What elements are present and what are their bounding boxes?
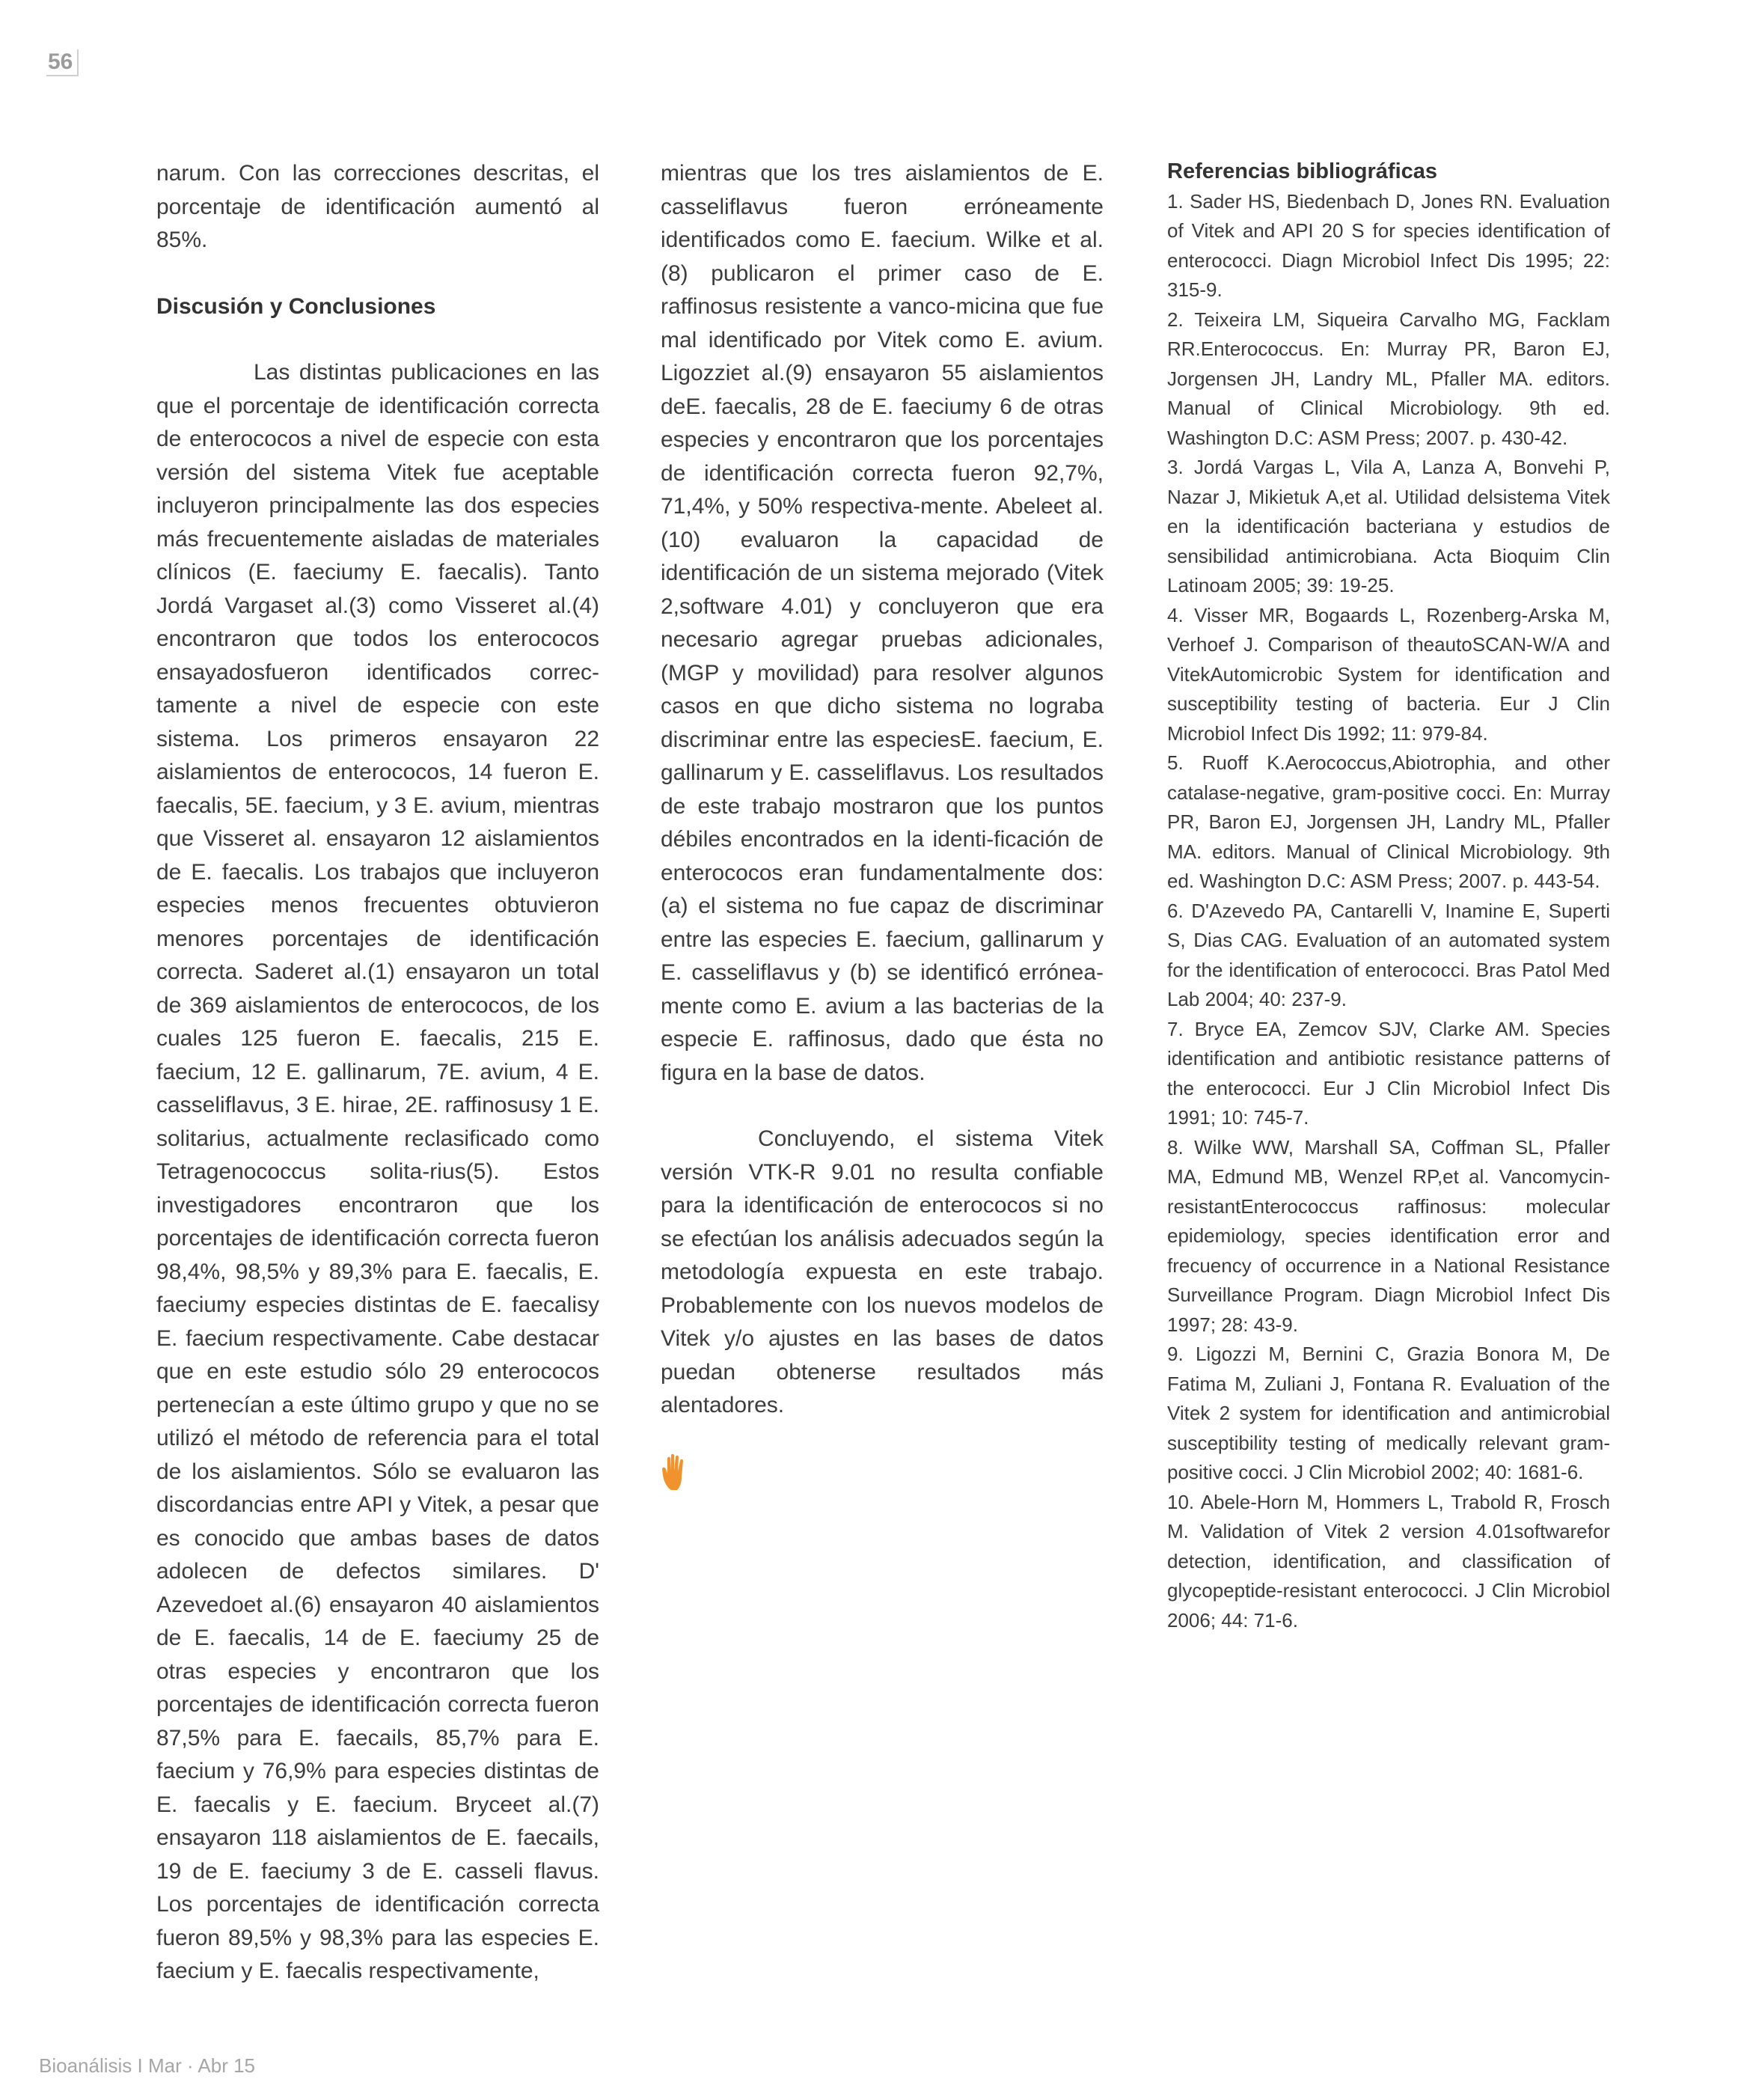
references-heading: Referencias bibliográficas (1167, 159, 1438, 183)
reference-item: 3. Jordá Vargas L, Vila A, Lanza A, Bonvehi P, Nazar J, Mikietuk A,et al. Utilidad delsistema Vitek en la identificación bacteriana y estudios de sensibilidad antimicrobiana. Acta Bioquim Clin Latinoam 2005; 39: 19-25. (1167, 456, 1610, 596)
paragraph: mientras que los tres aislamientos de E. casseliflavus fueron erróneamente identificados como E. faecium. Wilke et al.(8) publicaron el primer caso de E. raffinosus resistente a vanco-micina que fue mal identificado por Vitek como E. avium. Ligozziet al.(9) ensayaron 55 aislamientos deE. faecalis, 28 de E. faeciumy 6 de otras especies y encontraron que los porcentajes de identificación correcta fueron 92,7%, 71,4%, y 50% respectiva-mente. Abeleet al.(10) evaluaron la capacidad de identificación de un sistema mejorado (Vitek 2,software 4.01) y concluyeron que era necesario agregar pruebas adicionales, (MGP y movilidad) para resolver algunos casos en que dicho sistema no lograba discriminar entre las especiesE. faecium, E. gallinarum y E. casseliflavus. Los resultados de este trabajo mostraron que los puntos débiles encontrados en la identi-ficación de enterococos eran fundamentalmente dos: (a) el sistema no fue capaz de discriminar entre las especies E. faecium, gallinarum y E. casseliflavus y (b) se identificó errónea-mente como E. avium a las bacterias de la especie E. raffinosus, dado que ésta no figura en la base de datos. (661, 161, 1104, 1085)
reference-item: 2. Teixeira LM, Siqueira Carvalho MG, Facklam RR.Enterococcus. En: Murray PR, Baron EJ, Jorgensen JH, Landry ML, Pfaller MA. editors. Manual of Clinical Microbiology. 9th ed. Washington D.C: ASM Press; 2007. p. 430-42. (1167, 308, 1610, 449)
reference-item: 4. Visser MR, Bogaards L, Rozenberg-Arska M, Verhoef J. Comparison of theautoSCAN-W/A and VitekAutomicrobic System for identification and susceptibility testing of bacteria. Eur J Clin Microbiol Infect Dis 1992; 11: 979-84. (1167, 603, 1610, 745)
column-left (156, 157, 599, 1988)
page-number: 56 (46, 49, 79, 76)
paragraph: Las distintas publicaciones en las que el porcentaje de identificación correcta de enterococos a nivel de especie con esta versión del sistema Vitek fue aceptable incluyeron principalmente las dos especies más frecuentemente aisladas de materiales clínicos (E. faeciumy E. faecalis). Tanto Jordá Vargaset al.(3) como Visseret al.(4) encontraron que todos los enterococos ensayadosfueron identificados correc-tamente a nivel de especie con este sistema. Los primeros ensayaron 22 aislamientos de enterococos, 14 fueron E. faecalis, 5E. faecium, y 3 E. avium, mientras que Visseret al. ensayaron 12 aislamientos de E. faecalis. Los trabajos que incluyeron especies menos frecuentes obtuvieron menores porcentajes de identificación correcta. Saderet al.(1) ensayaron un total de 369 aislamientos de enterococos, de los cuales 125 fueron E. faecalis, 215 E. faecium, 12 E. gallinarum, 7E. avium, 4 E. casseliflavus, 3 E. hirae, 2E. raffinosusy 1 E. solitarius, actualmente reclasificado como Tetragenococcus solita-rius(5). Estos investigadores encontraron que los porcentajes de identificación correcta fueron 98,4%, 98,5% y 89,3% para E. faecalis, E. faeciumy especies distintas de E. faecalisy E. faecium respectivamente. Cabe destacar que en este estudio sólo 29 enterococos pertenecían a este último grupo y que no se utilizó el método de referencia para el total de los aislamientos. Sólo se evaluaron las discordancias entre API y Vitek, a pesar que es conocido que ambas bases de datos adolecen de defectos similares. D' Azevedoet al.(6) ensayaron 40 aislamientos de E. faecalis, 14 de E. faeciumy 25 de otras especies y encontraron que los porcentajes de identificación correcta fueron 87,5% para E. faecails, 85,7% para E. faecium y 76,9% para especies distintas de E. faecalis y E. faecium. Bryceet al.(7) ensayaron 118 aislamientos de E. faecails, 19 de E. faeciumy 3 de E. casseli flavus. Los porcentajes de identificación correcta fueron 89,5% y 98,3% para las especies E. faecium y E. faecalis respectivamente, (156, 360, 599, 1983)
reference-item: 10. Abele-Horn M, Hommers L, Trabold R, Frosch M. Validation of Vitek 2 version 4.01softwarefor detection, identification, and classification of glycopeptide-resistant enterococci. J Clin Microbiol 2006; 44: 71-6. (1167, 1490, 1610, 1632)
reference-item: 1. Sader HS, Biedenbach D, Jones RN. Evaluation of Vitek and API 20 S for species identification of enterococci. Diagn Microbiol Infect Dis 1995; 22: 315-9. (1167, 189, 1610, 301)
column-references (1167, 157, 1610, 1635)
reference-item: 9. Ligozzi M, Bernini C, Grazia Bonora M, De Fatima M, Zuliani J, Fontana R. Evaluation of the Vitek 2 system for identification and antimicrobial susceptibility testing of medically relevant gram-positive cocci. J Clin Microbiol 2002; 40: 1681-6. (1167, 1343, 1610, 1483)
paragraph: Concluyendo, el sistema Vitek versión VTK-R 9.01 no resulta confiable para la identificación de enterococos si no se efectúan los análisis adecuados según la metodología expuesta en este trabajo. Probablemente con los nuevos modelos de Vitek y/o ajustes en las bases de datos puedan obtenerse resultados más alentadores. (661, 1126, 1104, 1417)
footer-journal: Bioanálisis I Mar · Abr 15 (39, 2054, 256, 2077)
column-middle (661, 157, 1104, 1492)
hand-icon (661, 1453, 697, 1492)
paragraph: narum. Con las correcciones descritas, el porcentaje de identificación aumentó al 85%. (156, 161, 599, 252)
reference-item: 5. Ruoff K.Aerococcus,Abiotrophia, and other catalase-negative, gram-positive cocci. En: Murray PR, Baron EJ, Jorgensen JH, Landry ML, Pfaller MA. editors. Manual of Clinical Microbiology. 9th ed. Washington D.C: ASM Press; 2007. p. 443-54. (1167, 751, 1610, 892)
reference-item: 6. D'Azevedo PA, Cantarelli V, Inamine E, Superti S, Dias CAG. Evaluation of an automated system for the identification of enterococci. Bras Patol Med Lab 2004; 40: 237-9. (1167, 899, 1610, 1010)
section-heading: Discusión y Conclusiones (156, 293, 436, 319)
reference-item: 7. Bryce EA, Zemcov SJV, Clarke AM. Species identification and antibiotic resistance patterns of the enterococci. Eur J Clin Microbiol Infect Dis 1991; 10: 745-7. (1167, 1017, 1610, 1129)
reference-item: 8. Wilke WW, Marshall SA, Coffman SL, Pfaller MA, Edmund MB, Wenzel RP,et al. Vancomycin-resistantEnterococcus raffinosus: molecular epidemiology, species identification error and frecuency of occurrence in a National Resistance Surveillance Program. Diagn Microbiol Infect Dis 1997; 28: 43-9. (1167, 1135, 1610, 1336)
